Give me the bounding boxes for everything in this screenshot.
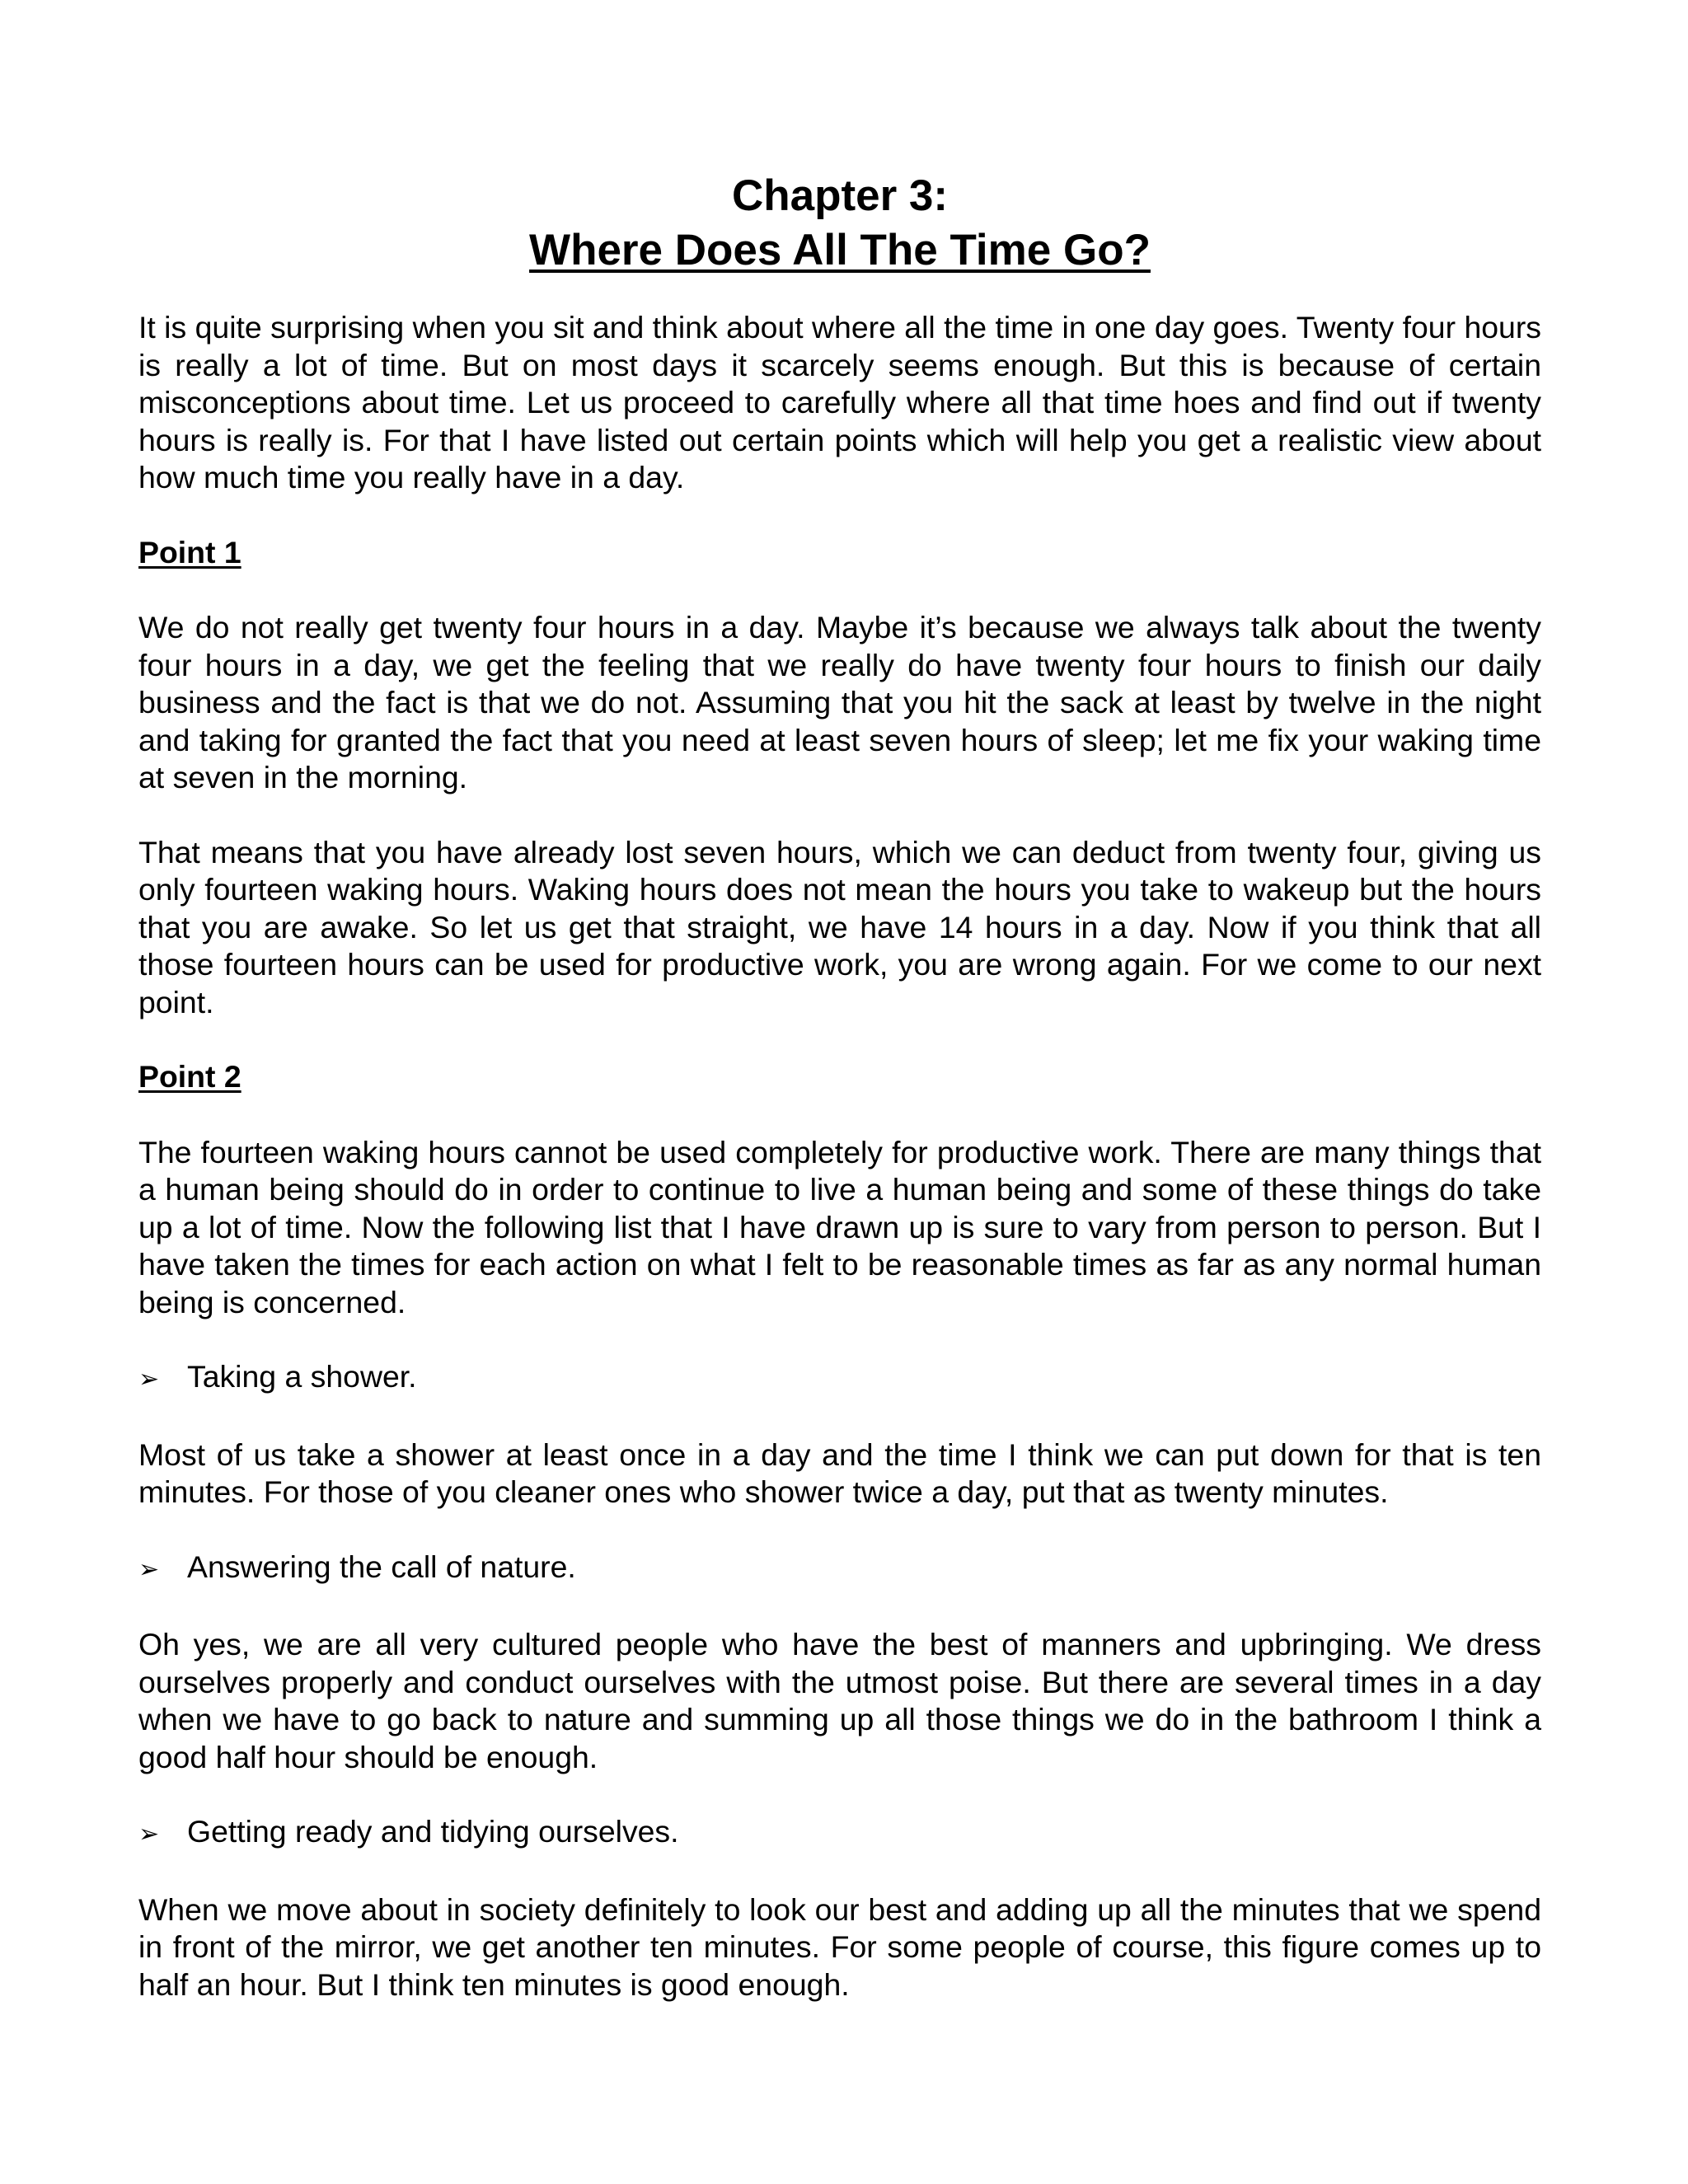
arrow-bullet-icon: ➢ [138, 1554, 160, 1584]
point-1-paragraph-1: We do not really get twenty four hours in a day. Maybe it’s because we always talk about the twenty four hours in a day, we get the feeling that we really do have twenty four hours to finish our daily business and the fact is that we do not. Assuming that you hit the sack at least by twelve in the night and taking for granted the fact that you need at least seven hours of sleep; let me fix your waking time at seven in the morning. [138, 610, 1541, 794]
bullet-label: Getting ready and tidying ourselves. [187, 1814, 679, 1849]
bullet-paragraph-nature: Oh yes, we are all very cultured people who have the best of manners and upbringing. We dress ourselves properly and conduct ourselves with the utmost poise. But there are several times in a day when we have to go back to nature and summing up all those things we do in the bathroom I think a good half hour should be enough. [138, 1627, 1541, 1774]
chapter-heading [138, 169, 1541, 278]
chapter-number: Chapter 3: [731, 171, 949, 220]
bullet-label: Answering the call of nature. [187, 1549, 576, 1584]
bullet-item-getting-ready [138, 1813, 1541, 1854]
point-1-paragraph-2: That means that you have already lost seven hours, which we can deduct from twenty four, giving us only fourteen waking hours. Waking hours does not mean the hours you take to wakeup but the hours that you are awake. So let us get that straight, we have 14 hours in a day. Now if you think that all those fourteen hours can be used for productive work, you are wrong again. For we come to our next point. [138, 834, 1541, 1019]
bullet-item-nature [138, 1549, 1541, 1589]
bullet-item-shower [138, 1358, 1541, 1399]
arrow-bullet-icon: ➢ [138, 1820, 160, 1849]
chapter-title: Where Does All The Time Go? [529, 226, 1151, 274]
arrow-bullet-icon: ➢ [138, 1365, 160, 1394]
point-2-heading: Point 2 [138, 1059, 241, 1094]
document-page [138, 169, 1541, 2041]
bullet-paragraph-shower: Most of us take a shower at least once in a day and the time I think we can put down for that is ten minutes. For those of you cleaner ones who shower twice a day, put that as twenty minutes. [138, 1436, 1541, 1509]
bullet-paragraph-getting-ready: When we move about in society definitely to look our best and adding up all the minutes that we spend in front of the mirror, we get another ten minutes. For some people of course, this figure comes up to half an hour. But I think ten minutes is good enough. [138, 1891, 1541, 2002]
point-1-heading: Point 1 [138, 534, 241, 569]
point-2-paragraph: The fourteen waking hours cannot be used completely for productive work. There are many things that a human being should do in order to continue to live a human being and some of these things do take up a lot of time. Now the following list that I have drawn up is sure to vary from person to person. But I have taken the times for each action on what I felt to be reasonable times as far as any normal human being is concerned. [138, 1134, 1541, 1319]
intro-paragraph: It is quite surprising when you sit and think about where all the time in one day goes. Twenty four hours is really a lot of time. But on most days it scarcely seems enough. But this is because of certain misconceptions about time. Let us proceed to carefully where all that time hoes and find out if twenty hours is really is. For that I have listed out certain points which will help you get a realistic view about how much time you really have in a day. [138, 310, 1541, 494]
bullet-label: Taking a shower. [187, 1359, 417, 1394]
